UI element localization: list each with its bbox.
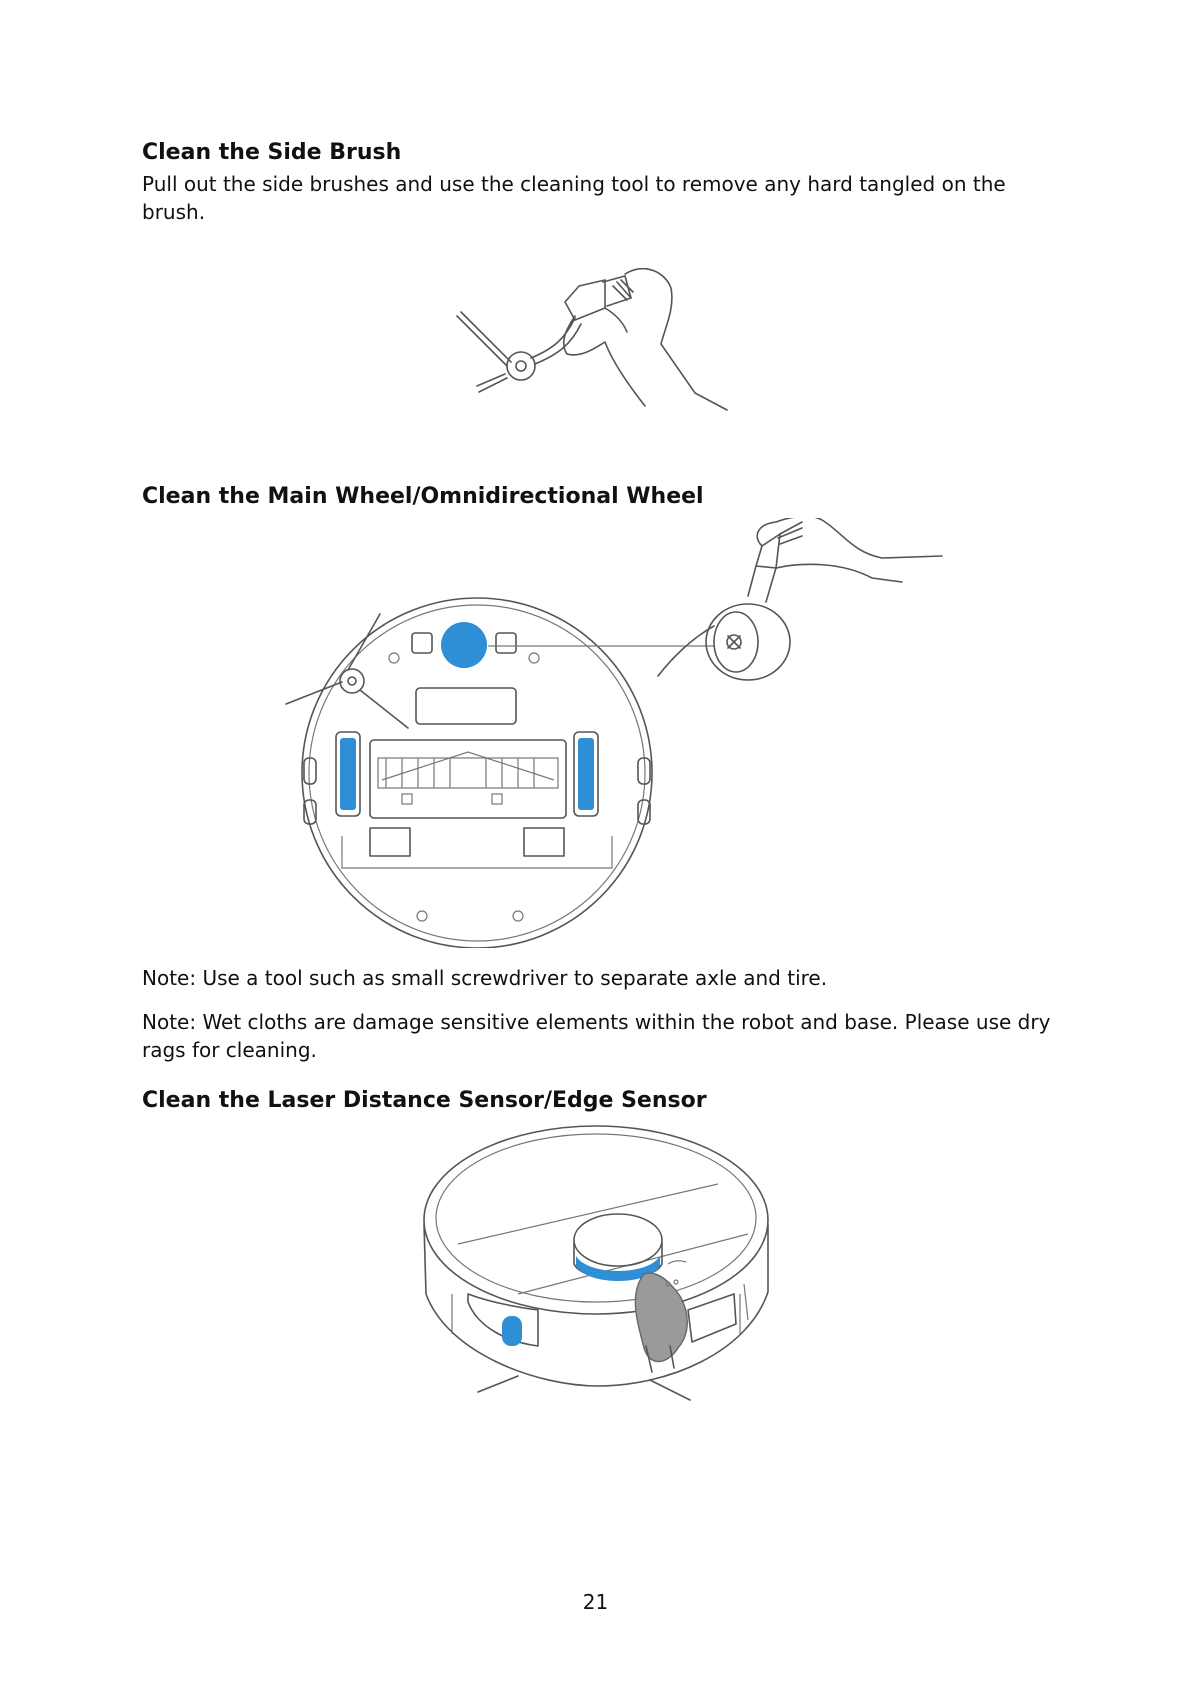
note-screwdriver: Note: Use a tool such as small screwdriver to separate axle and tire.: [142, 966, 828, 990]
heading-main-wheel: Clean the Main Wheel/Omnidirectional Wheel: [142, 484, 704, 509]
note-dry-rags: Note: Wet cloths are damage sensitive elements within the robot and base. Please use dry rags for cleaning.: [142, 1010, 1051, 1062]
robot-underside-wheel-illustration: [282, 518, 952, 948]
page-number: 21: [582, 1590, 609, 1614]
heading-side-brush: Clean the Side Brush: [142, 140, 402, 165]
side-brush-instructions: Pull out the side brushes and use the cleaning tool to remove any hard tangled on the brush.: [142, 172, 1006, 224]
side-brush-cleaning-illustration: [455, 268, 745, 428]
laser-sensor-cleaning-illustration: [418, 1124, 774, 1404]
heading-laser-sensor: Clean the Laser Distance Sensor/Edge Sensor: [142, 1088, 707, 1113]
